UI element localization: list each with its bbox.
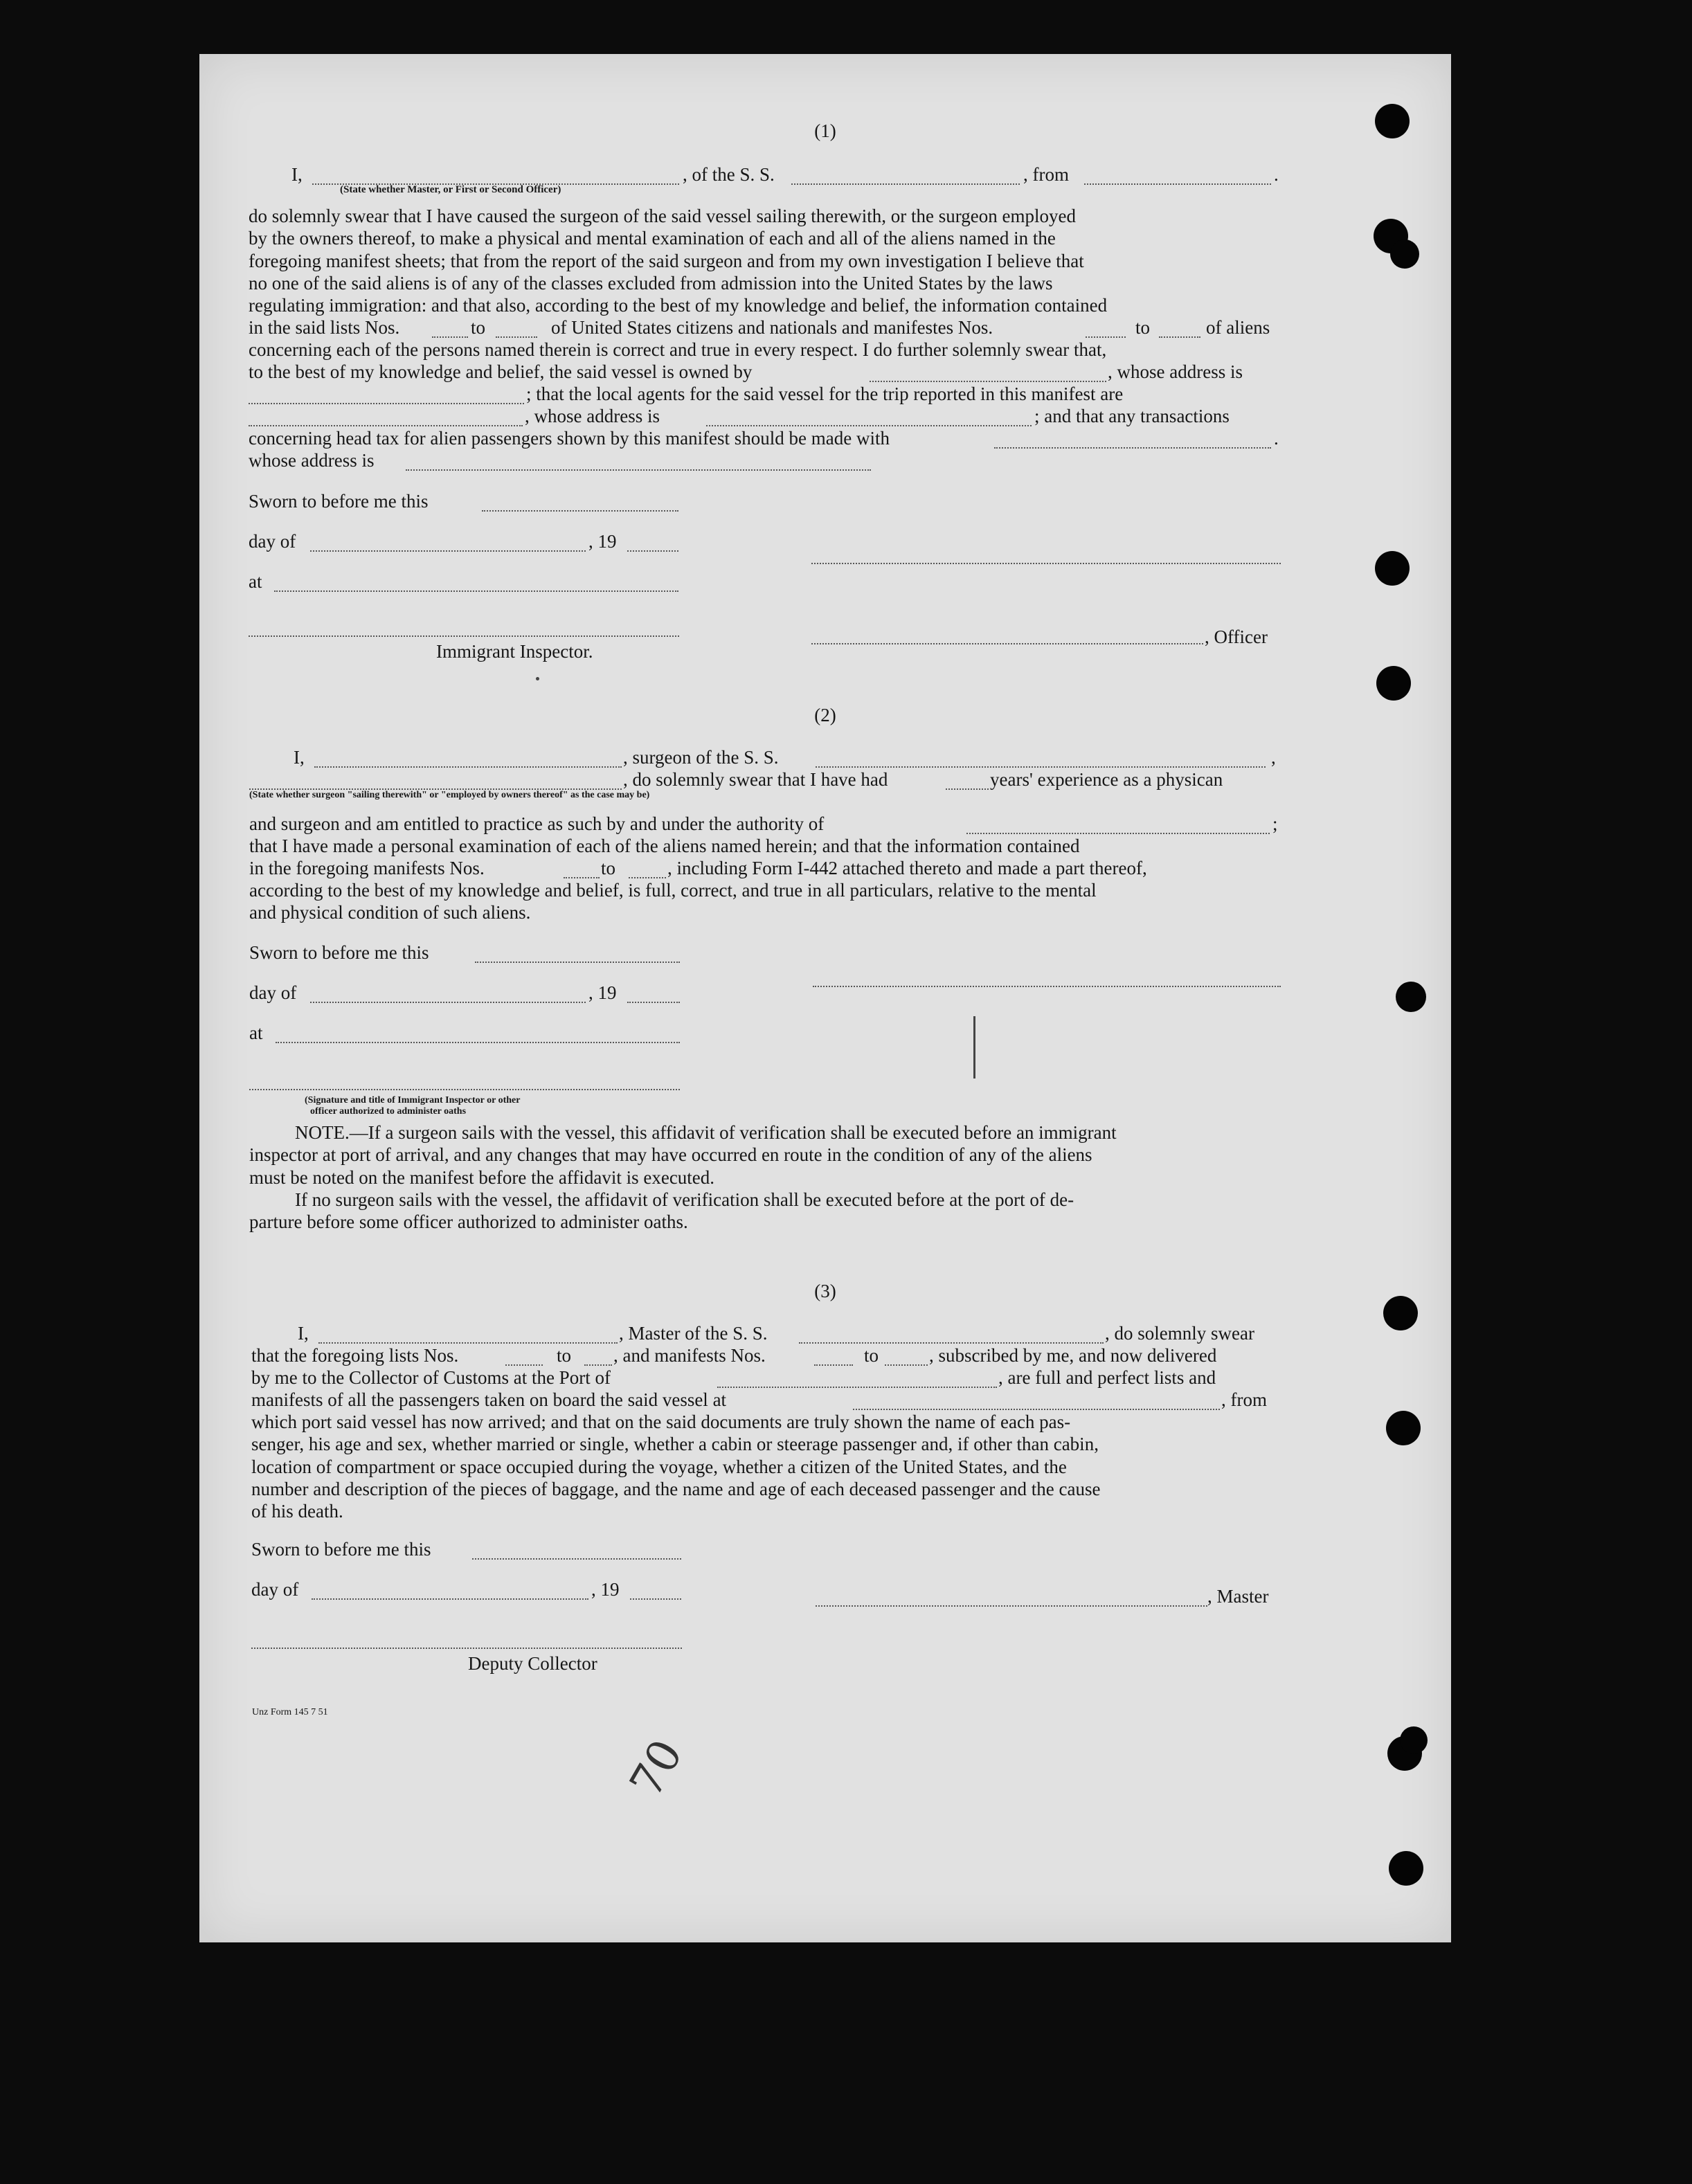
section-1-oath-text: do solemnly swear that I have caused the surgeon of the said vessel sailing therewith, or the surgeon employed by the owners thereof, to make a physical and mental examination of each and all of the aliens named in the foregoing manifest sheets; that from the report of the said surgeon and from my own investigation I believe that no one of the said aliens is of any of the classes excluded from admission into the United States by the laws regulating immigration: and that also, according to the best of my knowledge and belief, the information contained — [249, 206, 1108, 316]
scan-mark — [536, 677, 539, 680]
punch-hole — [1376, 666, 1411, 701]
section-2-at: at — [249, 1022, 263, 1043]
punch-hole — [1396, 982, 1426, 1012]
handwritten-page-number: 70 — [620, 1731, 694, 1806]
section-1-at: at — [249, 571, 262, 592]
section-3-day-of: day of — [251, 1579, 299, 1600]
punch-hole — [1400, 1726, 1428, 1754]
document-sheet: (1) I, , of the S. S. , from . (State whether Master, or First or Second Officer) do solemnly swear that I have caused the surgeon of the said vessel sailing therewith, or the surgeon employed by the owners thereof, to make a physical and mental examination of each and all of the aliens named in the foregoing manifest sheets; that from the report of the said surgeon and from my own investigation I believe that no one of the said aliens is of any of the classes excluded from admission into the United States by the laws regulating immigration: and that also, according to the best of my knowledge and belief, the information contained in the said lists Nos. to of United States citizens and nationals and manifestes Nos. to of aliens concerning each of the persons named therein is correct and true in every respect. I do further solemnly swear that, to the best of my knowledge and belief, the said vessel is owned by , whose address is ; that the local agents for the said vessel for the trip reported in this manifest are , whose address is ; and that any transactions concerning head tax for alien passengers shown by this manifest should be made with . whose address is Sworn to before me this day of , 19 at , Officer Immigrant Inspector. (2) I, , surgeon of the S. S. , , do solemnly swear that I have had years' experience as a physican (State whether surgeon "sailing therewith" or "employed by owners thereof" as the case may be) and surgeon and am entitled to practice as such by and under the authority of ; that I have made a personal examination of each of the aliens named herein; and that the information contained in the foregoing manifests Nos. to , including Form I-442 attached thereto and made a part thereof, according to the best of my knowledge and belief, is full, correct, and true in all particulars, relative to the mental and physical condition of such aliens. Sworn to before me this day of , 19 at (Signature and title of Immigrant Inspector or other officer authorized to administer oaths NOTE.—If a surgeon sails with the vessel, this affidavit of verification shall be executed before an immigrant inspector at port of arrival, and any changes that may have occurred en route in the condition of any of the aliens must be noted on the manifest before the affidavit is executed. If no surgeon sails with the vessel, the affidavit of verification shall be executed before at the port of de- parture before some officer authorized to administer oaths. (3) I, , Master of the S. S. , do solemnly swear that the foregoing lists Nos. to , and manifests Nos. to , subscribed by me, and now delivered by me to the Collector of Customs at the Port of , are full and perfect lists and manifests of all the passengers taken on board the said vessel at , from which port said vessel has now arrived; and that on the said documents are truly shown the name of each pas- senger, his age and sex, whether married or single, whether a cabin or steerage passenger and, if other than cabin, location of compartment or space occupied during the voyage, whether a citizen of the United States, and the number and description of the pieces of baggage, and the name and age of each deceased passenger and the cause of his death. Sworn to before me this day of , 19 , Master Deputy Collector Unz Form 145 7 51 70 — [199, 54, 1451, 1942]
signature-note-1: (Signature and title of Immigrant Inspector or other — [305, 1095, 521, 1105]
signature-note-2: officer authorized to administer oaths — [310, 1106, 467, 1117]
surgeon-note: (State whether surgeon "sailing therewith" or "employed by owners thereof" as the case may be) — [249, 790, 650, 800]
punch-hole — [1375, 551, 1410, 586]
punch-hole — [1383, 1296, 1418, 1330]
section-2-sworn: Sworn to before me this — [249, 942, 429, 963]
scan-mark — [973, 1016, 975, 1079]
immigrant-inspector-label: Immigrant Inspector. — [436, 641, 593, 662]
note-paragraph: NOTE.—If a surgeon sails with the vessel, this affidavit of verification shall be executed before an immigrant inspector at port of arrival, and any changes that may have occurred en route in the condition of any of the aliens must be noted on the manifest before the affidavit is executed. If no surgeon sails with the vessel, the affidavit of verification shall be executed before at the port of de- parture before some officer authorized to administer oaths. — [249, 1122, 1117, 1233]
section-3-oath-text: which port said vessel has now arrived; and that on the said documents are truly shown the name of each pas- senger, his age and sex, whether married or single, whether a cabin or steerage passenger and, if other than cabin, location of compartment or space occupied during the voyage, whether a citizen of the United States, and the number and description of the pieces of baggage, and the name and age of each deceased passenger and the cause of his death. — [251, 1411, 1101, 1522]
section-2-number: (2) — [814, 705, 836, 725]
punch-hole — [1375, 104, 1410, 138]
deputy-collector-label: Deputy Collector — [468, 1653, 597, 1674]
master-label: , Master — [1207, 1586, 1269, 1607]
section-1-day-of: day of — [249, 531, 296, 552]
physical-line: and physical condition of such aliens. — [249, 902, 531, 923]
form-number: Unz Form 145 7 51 — [252, 1707, 328, 1717]
section-3-number: (3) — [814, 1281, 836, 1301]
officer-note: (State whether Master, or First or Second Officer) — [340, 184, 561, 195]
section-1-sworn: Sworn to before me this — [249, 491, 429, 512]
concerning-line: concerning each of the persons named therein is correct and true in every respect. I do further solemnly swear that, — [249, 339, 1107, 360]
section-2-day-of: day of — [249, 982, 297, 1003]
punch-hole — [1390, 240, 1419, 269]
section-1-number: (1) — [814, 120, 836, 141]
exam-line: that I have made a personal examination of each of the aliens named herein; and that the information contained — [249, 836, 1080, 856]
section-3-sworn: Sworn to before me this — [251, 1539, 431, 1560]
officer-label: , Officer — [1205, 626, 1268, 647]
punch-hole — [1386, 1411, 1421, 1445]
according-line: according to the best of my knowledge and belief, is full, correct, and true in all particulars, relative to the mental — [249, 880, 1097, 901]
punch-hole — [1389, 1851, 1423, 1886]
